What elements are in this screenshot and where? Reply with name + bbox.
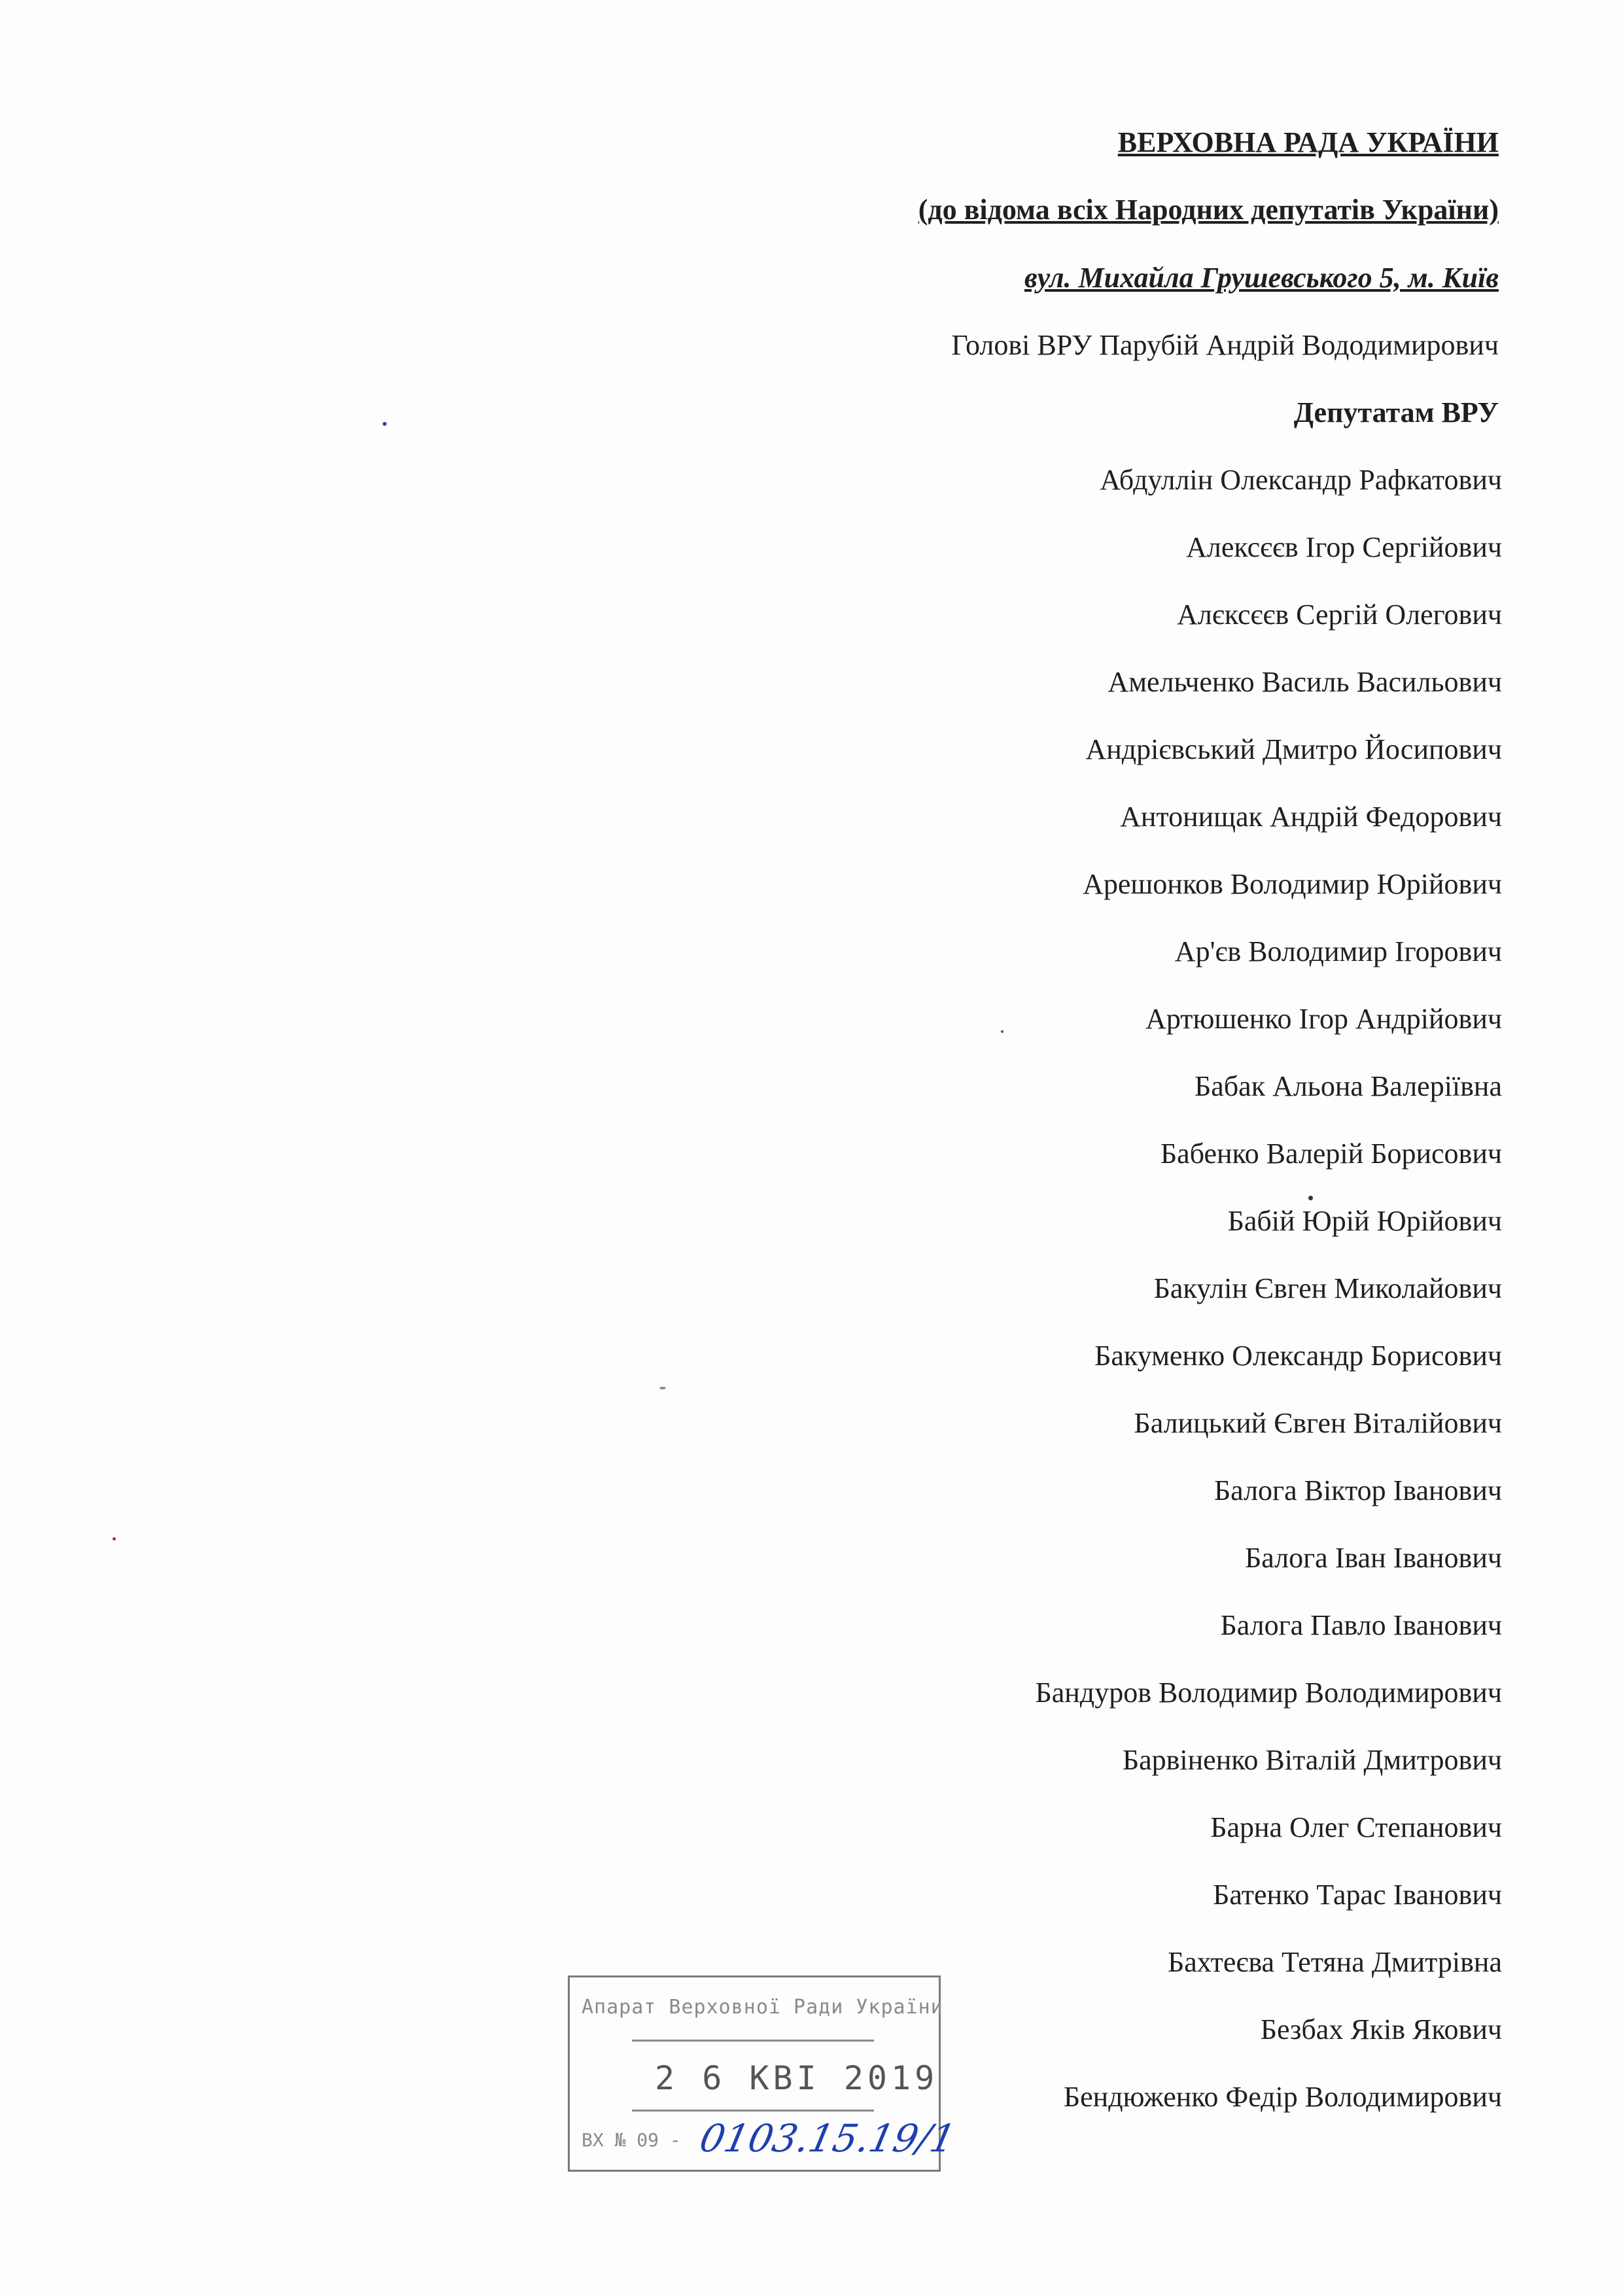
list-item: Алєксєєв Сергій Олегович — [1177, 599, 1502, 631]
list-item: Барвіненко Віталій Дмитрович — [1122, 1744, 1502, 1776]
list-item: Бандуров Володимир Володимирович — [1035, 1677, 1502, 1709]
list-item: Ар'єв Володимир Ігорович — [1174, 935, 1502, 967]
list-item: Барна Олег Степанович — [1210, 1811, 1502, 1843]
list-item: Бакулін Євген Миколайович — [1153, 1272, 1502, 1304]
stamp-date: 2 6 КВІ 2019 — [655, 2059, 939, 2097]
list-item: Балога Віктор Іванович — [1213, 1474, 1502, 1506]
list-item: Батенко Тарас Іванович — [1213, 1879, 1502, 1911]
list-item: Алексєєв Ігор Сергійович — [1186, 531, 1502, 563]
chair-addressee: Голові ВРУ Парубій Андрій Вододимирович — [951, 329, 1499, 361]
list-item: Антонищак Андрій Федорович — [1120, 801, 1502, 833]
list-item: Бабак Альона Валеріївна — [1194, 1070, 1502, 1102]
deputies-heading: Депутатам ВРУ — [1293, 396, 1499, 428]
recipient-subtitle: (до відома всіх Народних депутатів України) — [918, 194, 1499, 226]
list-item: Балога Іван Іванович — [1244, 1542, 1502, 1574]
list-item: Андрієвський Дмитро Йосипович — [1085, 733, 1502, 765]
list-item: Абдуллін Олександр Рафкатович — [1100, 464, 1502, 496]
list-item: Бабій Юрій Юрійович — [1227, 1205, 1502, 1237]
list-item: Арешонков Володимир Юрійович — [1083, 868, 1502, 900]
list-item: Амельченко Василь Васильович — [1108, 666, 1502, 698]
registration-stamp — [568, 1975, 960, 2172]
recipient-title: ВЕРХОВНА РАДА УКРАЇНИ — [1117, 126, 1499, 158]
scan-speck — [1308, 1196, 1313, 1200]
list-item: Бахтеєва Тетяна Дмитрівна — [1167, 1946, 1502, 1978]
list-item: Балога Павло Іванович — [1220, 1609, 1502, 1641]
list-item: Балицький Євген Віталійович — [1134, 1407, 1502, 1439]
deputies-list — [1035, 462, 1502, 2146]
scan-speck — [659, 1387, 666, 1389]
stamp-reg-number: 0103.15.19/1 — [695, 2116, 960, 2161]
list-item: Бабенко Валерій Борисович — [1160, 1138, 1502, 1170]
list-item: Безбах Яків Якович — [1260, 2013, 1502, 2045]
scan-speck — [1001, 1030, 1003, 1033]
scan-speck — [383, 422, 387, 426]
stamp-reg-prefix: ВХ № 09 - — [582, 2129, 681, 2151]
list-item: Бендюженко Федір Володимирович — [1063, 2081, 1502, 2113]
scan-speck — [113, 1537, 116, 1540]
recipient-address: вул. Михайла Грушевського 5, м. Київ — [1024, 262, 1499, 294]
stamp-organization: Апарат Верховної Ради України — [582, 1996, 943, 2019]
list-item: Бакуменко Олександр Борисович — [1094, 1340, 1502, 1372]
list-item: Артюшенко Ігор Андрійович — [1145, 1003, 1502, 1035]
